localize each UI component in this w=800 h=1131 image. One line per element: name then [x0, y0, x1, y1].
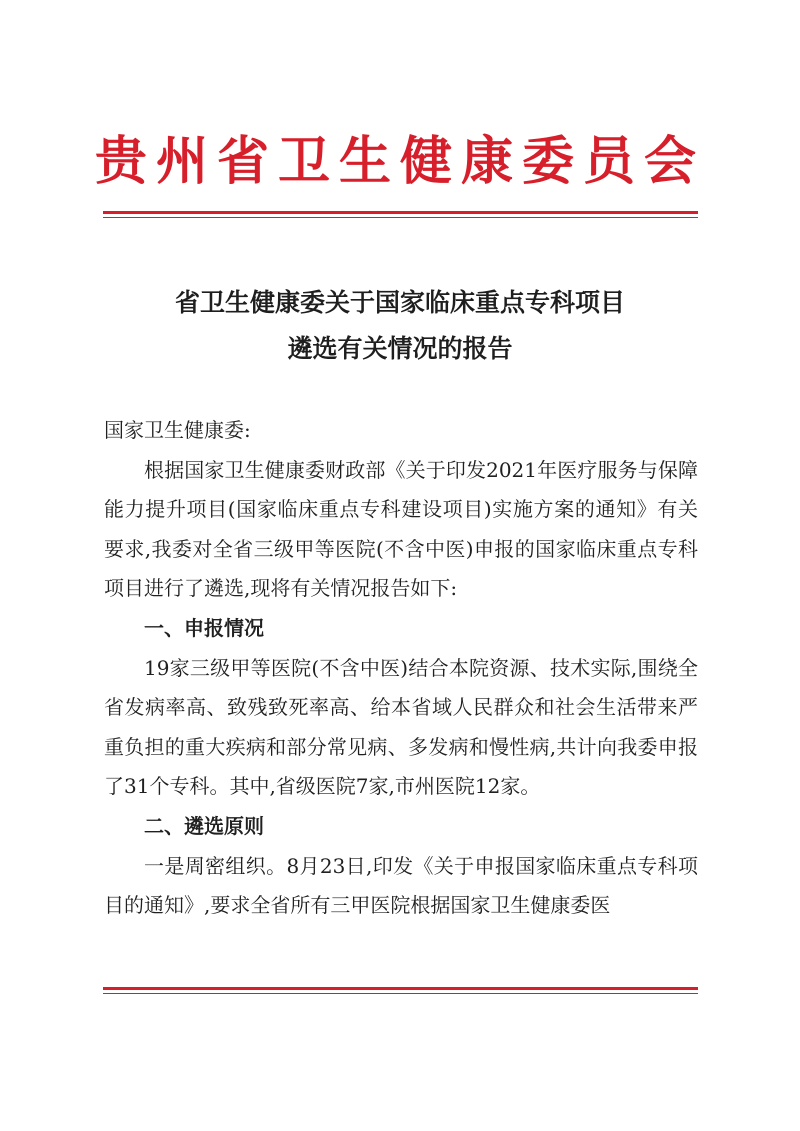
salutation: 国家卫生健康委: — [104, 418, 251, 442]
document-title-line-1: 省卫生健康委关于国家临床重点专科项目 — [174, 288, 625, 317]
letterhead-org-name: 贵州省卫生健康委员会 — [94, 131, 705, 192]
document-title-line-2: 遴选有关情况的报告 — [287, 334, 513, 363]
letterhead-divider — [103, 211, 698, 218]
intro-paragraph: 根据国家卫生健康委财政部《关于印发2021年医疗服务与保障能力提升项目(国家临床重点专科建设项目)实施方案的通知》有关要求,我委对全省三级甲等医院(不含中医)申报的国家临床重点专科项目进行了遴选,现将有关情况报告如下: — [104, 457, 698, 601]
section-paragraph-selection-principles: 一是周密组织。8月23日,印发《关于申报国家临床重点专科项目的通知》,要求全省所有三甲医院根据国家卫生健康委医 — [104, 853, 698, 918]
section-heading-application: 一、申报情况 — [144, 615, 264, 640]
document-title — [0, 280, 800, 372]
section-paragraph-application: 19家三级甲等医院(不含中医)结合本院资源、技术实际,围绕全省发病率高、致残致死率高、给本省域人民群众和社会生活带来严重负担的重大疾病和部分常见病、多发病和慢性病,共计向我委申报了31个专科。其中,省级医院7家,市州医院12家。 — [104, 655, 698, 799]
section-heading-selection-principles: 二、遴选原则 — [144, 813, 264, 838]
footer-divider — [103, 987, 698, 994]
document-body — [104, 411, 698, 926]
